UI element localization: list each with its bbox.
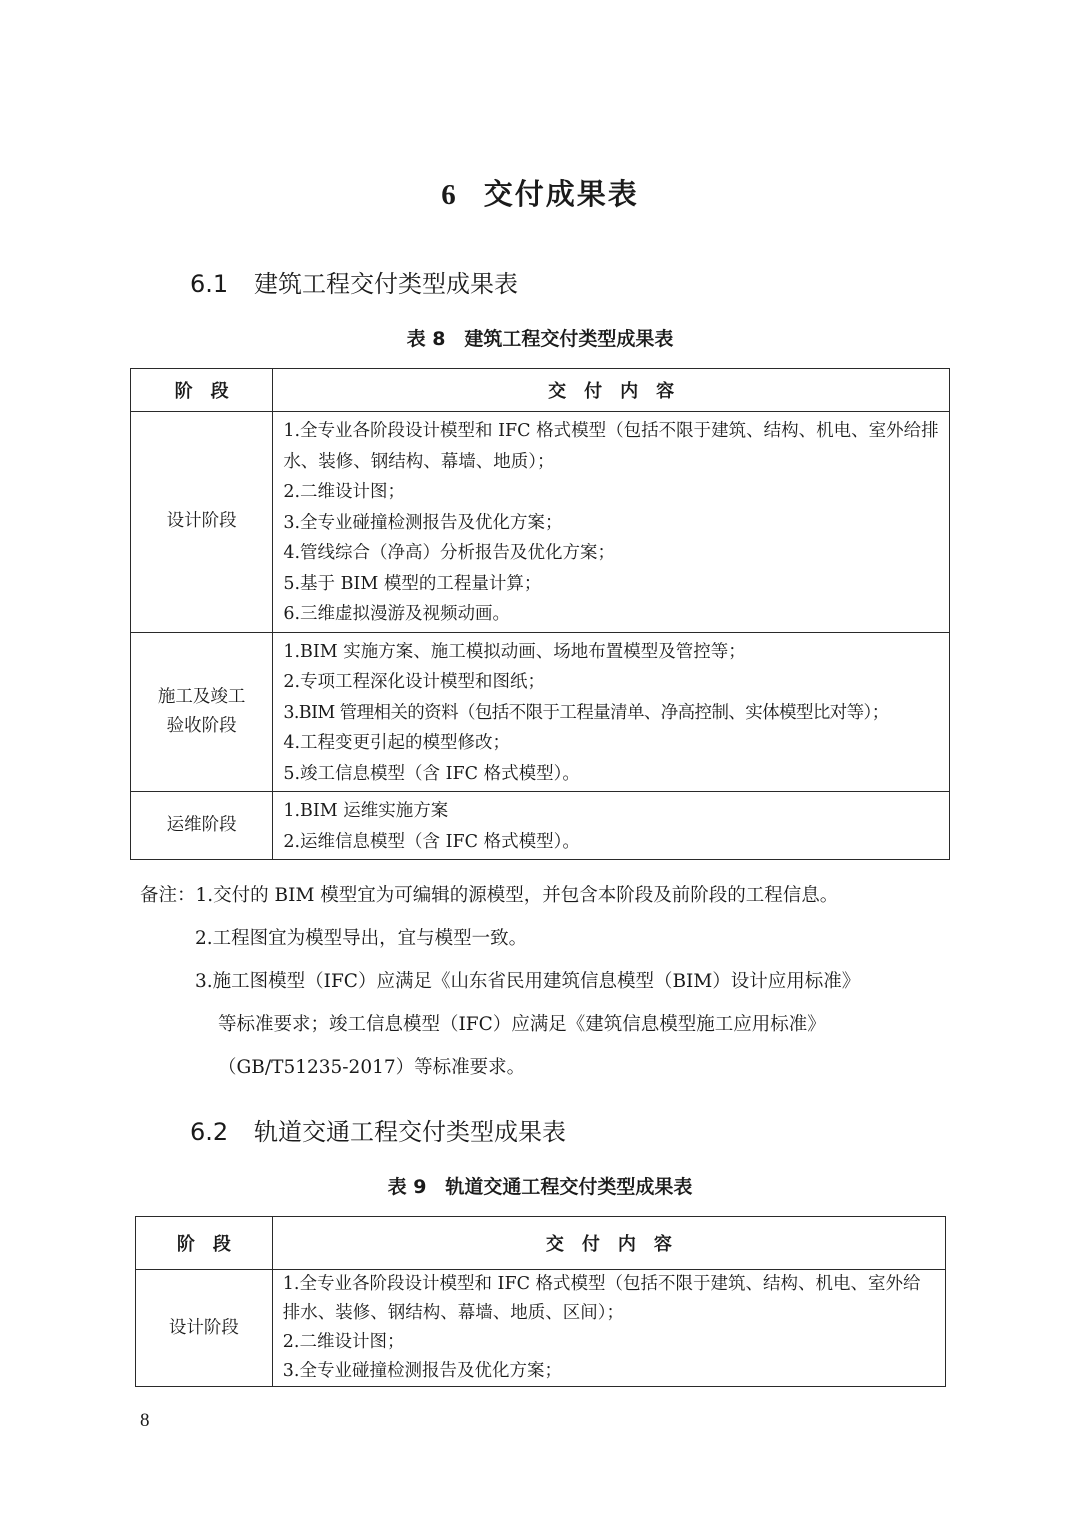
note-item: 3.施工图模型（IFC）应满足《山东省民用建筑信息模型（BIM）设计应用标准》: [195, 971, 861, 992]
note-item: （GB/T51235-2017）等标准要求。: [218, 1057, 526, 1078]
table-row: [131, 412, 950, 633]
chapter-title-text: 交付成果表: [483, 177, 639, 211]
section-heading-6-1: [190, 264, 518, 299]
table-row: [136, 1270, 946, 1387]
header-content: 交 付 内 容: [272, 1217, 945, 1270]
list-item: 2.专项工程深化设计模型和图纸；: [283, 672, 546, 692]
list-item: 1.BIM 运维实施方案: [283, 801, 449, 821]
list-item: 1.全专业各阶段设计模型和 IFC 格式模型（包括不限于建筑、结构、机电、室外给排水、装修、钢结构、幕墙、地质）；: [283, 421, 939, 472]
stage-cell: 设计阶段: [136, 1270, 273, 1387]
table-8-caption: 表 8 建筑工程交付类型成果表: [406, 328, 674, 350]
list-item: 1.BIM 实施方案、施工模拟动画、场地布置模型及管控等；: [283, 641, 746, 662]
stage-label-line: 施工及竣工: [157, 686, 246, 707]
chapter-title: [0, 172, 1080, 213]
list-item: 1.全专业各阶段设计模型和 IFC 格式模型（包括不限于建筑、结构、机电、室外给排水、装修、钢结构、幕墙、地质、区间）；: [282, 1274, 921, 1323]
notes-prefix: 备注：: [140, 885, 196, 906]
section-number: 6.1: [190, 270, 229, 298]
list-item: 5.竣工信息模型（含 IFC 格式模型）。: [283, 763, 580, 784]
table-header-row: [136, 1217, 946, 1270]
list-item: 2.二维设计图；: [283, 482, 406, 502]
chapter-number: 6: [441, 179, 458, 211]
page-number: 8: [140, 1410, 150, 1431]
table-row: [131, 792, 950, 860]
stage-label-line: 验收阶段: [166, 715, 237, 736]
section-number: 6.2: [190, 1118, 229, 1146]
table-header-row: [131, 369, 950, 412]
table-8: [130, 368, 950, 860]
list-item: 3.全专业碰撞检测报告及优化方案；: [283, 512, 563, 533]
list-item: 2.运维信息模型（含 IFC 格式模型）。: [283, 831, 580, 852]
section-title-text: 建筑工程交付类型成果表: [254, 270, 518, 298]
list-item: 3.BIM 管理相关的资料（包括不限于工程量清单、净高控制、实体模型比对等）；: [283, 702, 889, 723]
list-item: 3.全专业碰撞检测报告及优化方案；: [282, 1361, 562, 1381]
list-item: 5.基于 BIM 模型的工程量计算；: [283, 573, 542, 594]
table-row: [131, 632, 950, 792]
note-item: 2.工程图宜为模型导出，宜与模型一致。: [195, 928, 528, 949]
list-item: 4.管线综合（净高）分析报告及优化方案；: [283, 543, 616, 563]
content-cell: [272, 1270, 945, 1387]
list-item: 6.三维虚拟漫游及视频动画。: [283, 604, 511, 624]
content-cell: [273, 412, 950, 633]
note-item: 备注：1.交付的 BIM 模型宜为可编辑的源模型，并包含本阶段及前阶段的工程信息。: [140, 885, 839, 906]
stage-cell: 设计阶段: [131, 412, 273, 633]
section-heading-6-2: [190, 1112, 566, 1147]
list-item: 4.工程变更引起的模型修改；: [283, 733, 511, 753]
content-cell: [273, 632, 950, 792]
table-9: [135, 1216, 946, 1387]
stage-cell: [131, 632, 273, 792]
header-stage: 阶 段: [136, 1217, 273, 1270]
stage-cell: 运维阶段: [131, 792, 273, 860]
header-stage: 阶 段: [131, 369, 273, 412]
header-content: 交 付 内 容: [273, 369, 950, 412]
note-item: 等标准要求；竣工信息模型（IFC）应满足《建筑信息模型施工应用标准》: [218, 1014, 826, 1035]
table-9-caption: 表 9 轨道交通工程交付类型成果表: [387, 1176, 693, 1198]
content-cell: [273, 792, 950, 860]
list-item: 2.二维设计图；: [282, 1332, 405, 1352]
section-title-text: 轨道交通工程交付类型成果表: [254, 1118, 566, 1146]
notes-block: [140, 874, 860, 1089]
